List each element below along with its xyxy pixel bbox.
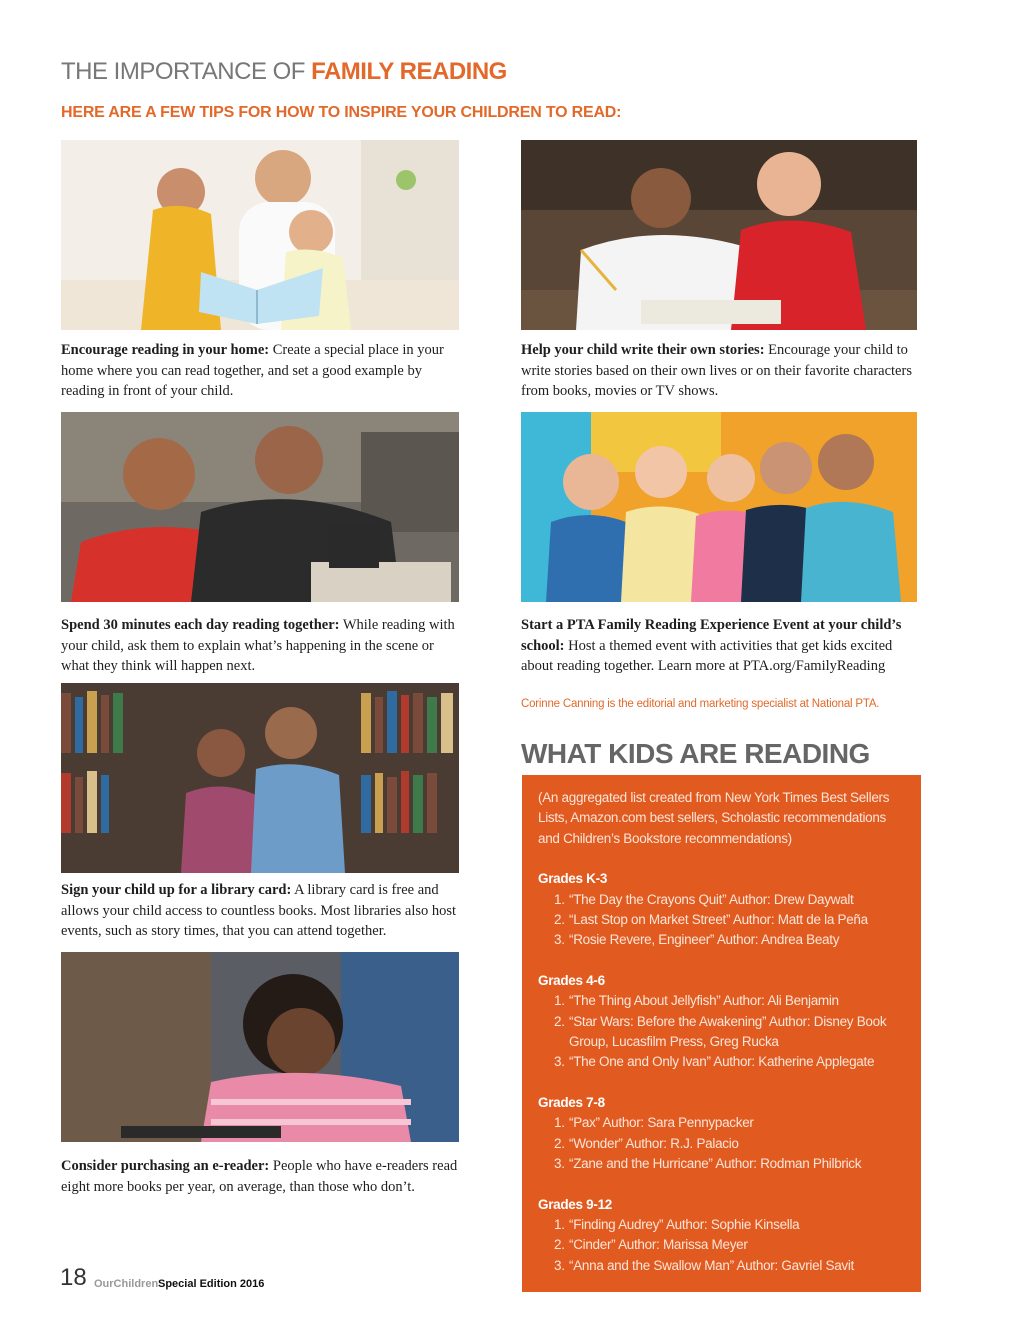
book-number: 1.: [554, 1216, 565, 1232]
page-subtitle: HERE ARE A FEW TIPS FOR HOW TO INSPIRE YOUR CHILDREN TO READ:: [61, 104, 622, 121]
book-item: [554, 930, 905, 950]
tip-heading: Sign your child up for a library card:: [61, 882, 292, 898]
book-item: [554, 991, 905, 1011]
book-item: [554, 1113, 905, 1133]
reading-list-intro: (An aggregated list created from New York Times Best Sellers Lists, Amazon.com best sellers, Scholastic recommendations and Children’s Bookstore recommendations): [538, 790, 890, 846]
book-title: “The One and Only Ivan” Author: Katherine Applegate: [569, 1054, 875, 1070]
book-number: 1.: [554, 993, 565, 1009]
book-title: “Star Wars: Before the Awakening” Author: Disney Book Group, Lucasfilm Press, Greg Rucka: [569, 1013, 887, 1050]
book-title: “Wonder” Author: R.J. Palacio: [569, 1135, 739, 1151]
book-item: [554, 890, 905, 910]
grade-group-k-3: [538, 869, 905, 951]
book-number: 2.: [554, 1237, 565, 1253]
tip-text: Create a special place in your home where you can read together, and set a good example by reading in front of your child.: [61, 342, 444, 399]
tip-write-stories: [521, 340, 924, 402]
tip-library-card: [61, 880, 461, 942]
book-item: [554, 1256, 905, 1276]
page-title: [61, 58, 507, 86]
tip-text: Encourage your child to write stories based on their own lives or on their favorite characters from books, movies or TV shows.: [521, 342, 912, 399]
book-item: [554, 1215, 905, 1235]
tip-text: While reading with your child, ask them to explain what’s happening in the scene or what they think will happen next.: [61, 617, 455, 674]
book-number: 1.: [554, 1115, 565, 1131]
book-title: “Finding Audrey” Author: Sophie Kinsella: [569, 1216, 800, 1232]
photo-kids-writing: [521, 140, 917, 330]
page-number: 18: [60, 1264, 87, 1291]
edition-label: Special Edition 2016: [158, 1278, 265, 1290]
book-item: [554, 1235, 905, 1255]
author-byline: Corinne Canning is the editorial and marketing specialist at National PTA.: [521, 698, 880, 710]
book-number: 2.: [554, 1135, 565, 1151]
book-item: [554, 1134, 905, 1154]
grade-group-7-8: [538, 1093, 905, 1175]
tip-heading: Encourage reading in your home:: [61, 342, 270, 358]
tip-text: A library card is free and allows your child access to countless books. Most libraries also host events, such as story times, that you can attend together.: [61, 882, 457, 939]
tip-heading: Start a PTA Family Reading Experience Event at your child’s school:: [521, 617, 902, 654]
book-title: “Anna and the Swallow Man” Author: Gavriel Savit: [569, 1257, 854, 1273]
book-title: “Cinder” Author: Marissa Meyer: [569, 1237, 748, 1253]
photo-pta-event: [521, 412, 917, 602]
reading-list-panel: [522, 775, 921, 1292]
book-list: [538, 1113, 905, 1174]
grade-title: Grades 9-12: [538, 1196, 612, 1212]
photo-library: [61, 683, 459, 873]
grade-title: Grades 7-8: [538, 1094, 605, 1110]
book-item: [554, 1154, 905, 1174]
book-number: 3.: [554, 1054, 565, 1070]
grade-group-9-12: [538, 1195, 905, 1277]
magazine-name: OurChildren: [94, 1278, 159, 1290]
book-number: 3.: [554, 932, 565, 948]
book-number: 2.: [554, 912, 565, 928]
book-title: “Last Stop on Market Street” Author: Matt de la Peña: [569, 912, 868, 928]
tip-heading: Spend 30 minutes each day reading together:: [61, 617, 340, 633]
book-number: 3.: [554, 1257, 565, 1273]
photo-e-reader: [61, 952, 459, 1142]
grade-title: Grades K-3: [538, 871, 608, 887]
tip-text: People who have e-readers read eight more books per year, on average, than those who don’t.: [61, 1158, 458, 1195]
tip-30-minutes: [61, 615, 461, 677]
tip-pta-event: [521, 615, 916, 677]
title-accent: FAMILY READING: [311, 58, 507, 85]
book-title: “Pax” Author: Sara Pennypacker: [569, 1115, 754, 1131]
book-title: “Zane and the Hurricane” Author: Rodman Philbrick: [569, 1156, 862, 1172]
grade-title: Grades 4-6: [538, 972, 605, 988]
book-number: 3.: [554, 1156, 565, 1172]
book-item: [554, 1012, 905, 1053]
tip-encourage-reading: [61, 340, 461, 402]
book-title: “Rosie Revere, Engineer” Author: Andrea Beaty: [569, 932, 840, 948]
grade-group-4-6: [538, 971, 905, 1073]
book-item: [554, 910, 905, 930]
book-number: 2.: [554, 1013, 565, 1029]
book-list: [538, 890, 905, 951]
book-item: [554, 1052, 905, 1072]
what-kids-reading-title: WHAT KIDS ARE READING: [521, 738, 870, 769]
book-number: 1.: [554, 891, 565, 907]
photo-reading-together: [61, 412, 459, 602]
photo-family-reading: [61, 140, 459, 330]
book-title: “The Day the Crayons Quit” Author: Drew Daywalt: [569, 891, 854, 907]
book-list: [538, 1215, 905, 1276]
tip-heading: Consider purchasing an e-reader:: [61, 1158, 270, 1174]
title-prefix: THE IMPORTANCE OF: [61, 58, 305, 85]
book-title: “The Thing About Jellyfish” Author: Ali Benjamin: [569, 993, 839, 1009]
tip-heading: Help your child write their own stories:: [521, 342, 765, 358]
book-list: [538, 991, 905, 1073]
tip-e-reader: [61, 1156, 461, 1197]
tip-text: Host a themed event with activities that get kids excited about reading together. Learn more at PTA.org/FamilyReading: [521, 637, 893, 674]
